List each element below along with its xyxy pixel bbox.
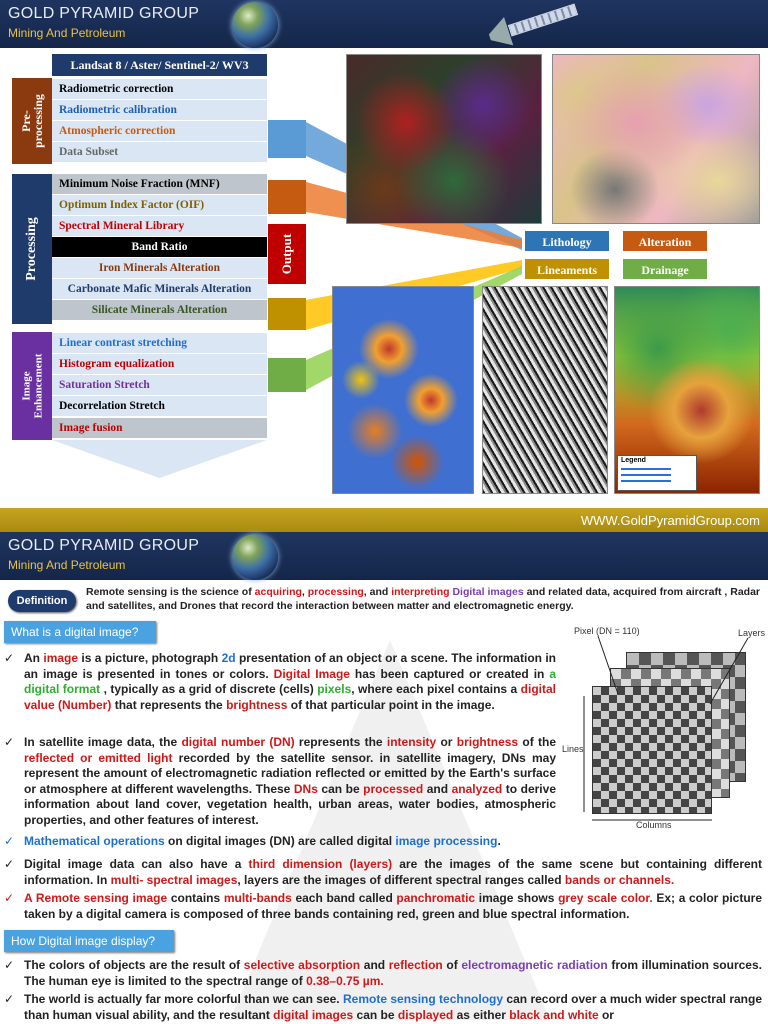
map-geology bbox=[552, 54, 760, 224]
bullet-digital-number: ✓ In satellite image data, the digital number (DN) represents the intensity or brightness of the reflected or emitted light recorded by the satellite sensor. in satellite imagery, DNs may represent the amount of electromagnetic radiation reflected or emitted by the Earth's surface or atmosphere at different wavelengths. These DNs can be processed and analyzed to derive information about land cover, vegetation health, urban areas, water bodies, atmospheric properties, and other features of interest. bbox=[4, 735, 556, 827]
step-iron-alteration: Iron Minerals Alteration bbox=[52, 258, 267, 278]
processing-label: Processing bbox=[12, 174, 52, 324]
tag-alteration: Alteration bbox=[622, 230, 708, 252]
company-title-2: GOLD PYRAMID GROUP bbox=[8, 537, 200, 554]
bullet-colors: ✓ The colors of objects are the result of selective absorption and reflection of electromagnetic radiation from illumination sources. The human eye is limited to the spectral range of 0.38–0.75 µm. bbox=[4, 958, 762, 988]
step-spectral-library: Spectral Mineral Library bbox=[52, 216, 267, 236]
layers-label: Layers bbox=[738, 628, 766, 638]
section-what-is-digital-image: What is a digital image? bbox=[4, 621, 156, 643]
bullet-multiband: ✓ A Remote sensing image contains multi-bands each band called panchromatic image shows grey scale color. Ex; a color picture taken by a digital camera is composed of three bands containing red, green and blue spectral information. bbox=[4, 891, 762, 921]
map-lineaments bbox=[482, 286, 608, 494]
company-title: GOLD PYRAMID GROUP bbox=[8, 5, 200, 22]
step-saturation-stretch: Saturation Stretch bbox=[52, 375, 267, 395]
globe-icon bbox=[232, 2, 278, 48]
step-histogram-equalization: Histogram equalization bbox=[52, 354, 267, 374]
bullet-image-definition: ✓ An image is a picture, photograph 2d presentation of an object or a scene. The information in an image is presented in tones or colors. Digital Image has been captured or created in a digital format , typically as a grid of discrete (cells) pixels, where each pixel contains a digital value (Number) that represents the brightness of that particular point in the image. bbox=[4, 651, 557, 712]
company-subtitle: Mining And Petroleum bbox=[8, 26, 126, 40]
step-radiometric-correction: Radiometric correction bbox=[52, 79, 267, 99]
step-radiometric-calibration: Radiometric calibration bbox=[52, 100, 267, 120]
bullet-more-colorful: ✓ The world is actually far more colorful than we can see. Remote sensing technology can record over a much wider spectral range than human visual ability, and the resultant digital images can be displayed as either black and white or bbox=[4, 992, 762, 1022]
columns-label: Columns bbox=[636, 820, 672, 830]
step-mnf: Minimum Noise Fraction (MNF) bbox=[52, 174, 267, 194]
map-alteration-density bbox=[332, 286, 474, 494]
bullet-third-dimension: ✓ Digital image data can also have a third dimension (layers) are the images of the same scene but containing different information. In multi- spectral images, layers are the images of different spectral ranges called bands or channels. bbox=[4, 857, 763, 887]
output-box: Output bbox=[268, 224, 306, 284]
step-data-subset: Data Subset bbox=[52, 142, 267, 162]
preprocessing-label: Pre- processing bbox=[12, 78, 52, 164]
company-subtitle-2: Mining And Petroleum bbox=[8, 558, 126, 572]
step-atmospheric-correction: Atmospheric correction bbox=[52, 121, 267, 141]
tag-drainage: Drainage bbox=[622, 258, 708, 280]
globe-icon-2 bbox=[232, 534, 278, 580]
satellite-icon bbox=[508, 3, 578, 36]
header-second bbox=[0, 532, 768, 580]
pixel-grid-figure bbox=[560, 624, 766, 834]
header-top bbox=[0, 0, 768, 48]
map-satellite-composite bbox=[346, 54, 542, 224]
flow-arrow bbox=[52, 440, 267, 478]
step-image-fusion: Image fusion bbox=[52, 418, 267, 438]
tag-lineaments: Lineaments bbox=[524, 258, 610, 280]
pixel-label: Pixel (DN = 110) bbox=[574, 626, 640, 636]
step-silicate-alteration: Silicate Minerals Alteration bbox=[52, 300, 267, 320]
lines-label: Lines bbox=[562, 744, 584, 754]
step-band-ratio: Band Ratio bbox=[52, 237, 267, 257]
sensor-header: Landsat 8 / Aster/ Sentinel-2/ WV3 bbox=[52, 54, 267, 76]
bullet-math-ops: ✓ Mathematical operations on digital images (DN) are called digital image processing. bbox=[4, 834, 501, 848]
step-decorrelation-stretch: Decorrelation Stretch bbox=[52, 396, 267, 416]
definition-badge: Definition bbox=[8, 590, 76, 612]
tag-lithology: Lithology bbox=[524, 230, 610, 252]
map-drainage bbox=[614, 286, 760, 494]
footer-url[interactable]: WWW.GoldPyramidGroup.com bbox=[0, 508, 768, 532]
step-oif: Optimum Index Factor (OIF) bbox=[52, 195, 267, 215]
enhancement-label: Image Enhancement bbox=[12, 332, 52, 440]
definition-text: Remote sensing is the science of acquiring, processing, and interpreting Digital images and related data, acquired from aircraft , Radar and satellites, and Drones that record the interaction between matter and electromagnetic energy. bbox=[86, 586, 760, 612]
drainage-legend: Legend bbox=[617, 455, 697, 491]
step-carbonate-alteration: Carbonate Mafic Minerals Alteration bbox=[52, 279, 267, 299]
section-how-display: How Digital image display? bbox=[4, 930, 174, 952]
step-linear-stretch: Linear contrast stretching bbox=[52, 333, 267, 353]
